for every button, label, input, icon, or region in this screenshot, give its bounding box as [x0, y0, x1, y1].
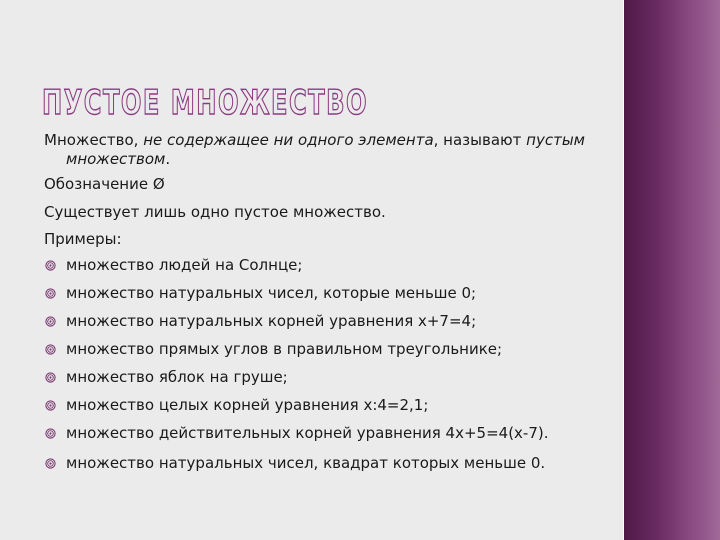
list-item-text: множество целых корней уравнения х:4=2,1; — [66, 396, 429, 414]
definition-text-end: . — [165, 150, 171, 168]
target-circle-icon — [45, 344, 56, 355]
list-item-text: множество натуральных чисел, которые меньше 0; — [66, 284, 477, 302]
list-item — [44, 454, 614, 473]
examples-heading: Примеры: — [44, 230, 122, 248]
list-item-text: множество натуральных чисел, квадрат которых меньше 0. — [66, 454, 546, 472]
slide-title-graphic — [42, 78, 602, 122]
list-item — [44, 424, 614, 443]
target-circle-icon — [45, 288, 56, 299]
target-circle-icon — [45, 400, 56, 411]
list-item-text: множество людей на Солнце; — [66, 256, 303, 274]
list-item-text: множество натуральных корней уравнения х+7=4; — [66, 312, 477, 330]
slide-body — [44, 131, 614, 473]
target-circle-icon — [45, 372, 56, 383]
notation-line: Обозначение Ø — [44, 175, 165, 193]
uniqueness-line: Существует лишь одно пустое множество. — [44, 203, 386, 221]
target-circle-icon — [45, 316, 56, 327]
slide-title-text: ПУСТОЕ МНОЖЕСТВО — [42, 83, 368, 122]
side-band-divider — [623, 0, 624, 540]
definition-text-middle: , называют — [433, 131, 527, 149]
definition-text-start: Множество, — [44, 131, 144, 149]
target-circle-icon — [45, 428, 56, 439]
definition-italic-term: пустым множеством — [66, 131, 585, 168]
slide-title — [42, 78, 602, 122]
list-item — [44, 368, 614, 387]
target-circle-icon — [45, 260, 56, 271]
list-item — [44, 256, 614, 275]
definition-paragraph — [44, 131, 614, 169]
list-item — [44, 284, 614, 303]
definition-italic-phrase: не содержащее ни одного элемента — [143, 131, 434, 149]
examples-list — [44, 256, 614, 473]
list-item-text: множество действительных корней уравнения 4х+5=4(х-7). — [66, 424, 549, 442]
list-item-text: множество прямых углов в правильном треугольнике; — [66, 340, 503, 358]
list-item — [44, 312, 614, 331]
decorative-side-band — [624, 0, 720, 540]
list-item — [44, 396, 614, 415]
list-item — [44, 340, 614, 359]
target-circle-icon — [45, 458, 56, 469]
list-item-text: множество яблок на груше; — [66, 368, 288, 386]
